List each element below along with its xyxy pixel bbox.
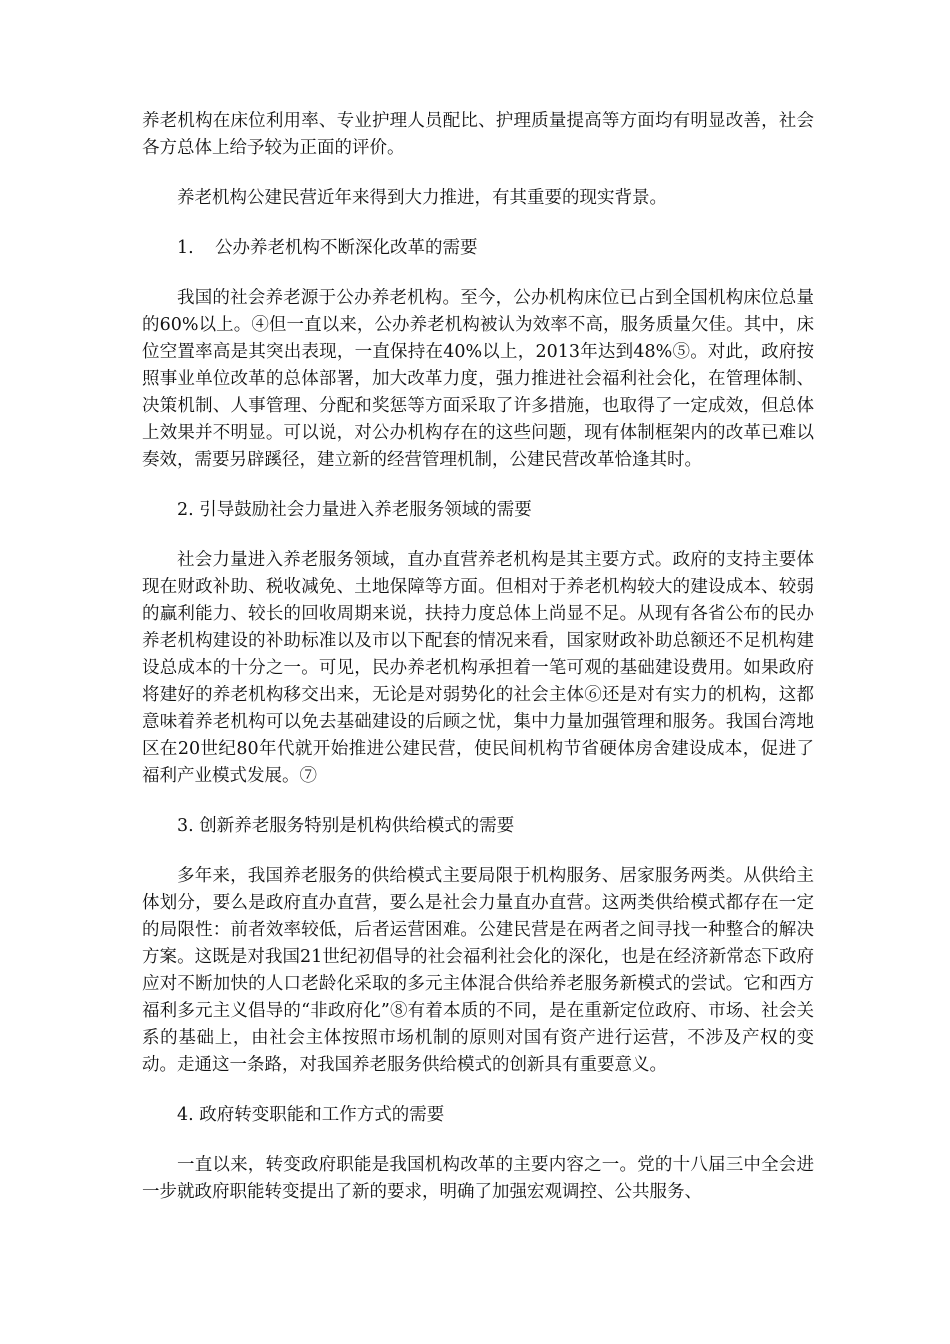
section-number: 3. xyxy=(177,816,194,836)
section-heading-2 xyxy=(142,497,814,524)
section-heading-3 xyxy=(142,813,814,840)
paragraph-background: 养老机构公建民营近年来得到大力推进，有其重要的现实背景。 xyxy=(177,188,667,208)
document-body xyxy=(142,108,814,1206)
section-body-2: 社会力量进入养老服务领域，直办直营养老机构是其主要方式。政府的支持主要体现在财政补助、税收减免、土地保障等方面。但相对于养老机构较大的建设成本、较弱的赢利能力、较长的回收周期来说，扶持力度总体上尚显不足。从现有各省公布的民办养老机构建设的补助标准以及市以下配套的情况来看，国家财政补助总额还不足机构建设总成本的十分之一。可见，民办养老机构承担着一笔可观的基础建设费用。如果政府将建好的养老机构移交出来，无论是对弱势化的社会主体⑥还是对有实力的机构，这都意味着养老机构可以免去基础建设的后顾之忧，集中力量加强管理和服务。我国台湾地区在20世纪80年代就开始推进公建民营，使民间机构节省硬体房舍建设成本，促进了福利产业模式发展。⑦ xyxy=(142,550,814,786)
paragraph-intro-continued: 养老机构在床位利用率、专业护理人员配比、护理质量提高等方面均有明显改善，社会各方总体上给予较为正面的评价。 xyxy=(142,111,814,158)
section-title: 公办养老机构不断深化改革的需要 xyxy=(215,238,478,258)
section-body-1: 我国的社会养老源于公办养老机构。至今，公办机构床位已占到全国机构床位总量的60%以上。④但一直以来，公办养老机构被认为效率不高，服务质量欠佳。其中，床位空置率高是其突出表现，一直保持在40%以上，2013年达到48%⑤。对此，政府按照事业单位改革的总体部署，加大改革力度，强力推进社会福利社会化，在管理体制、决策机制、人事管理、分配和奖惩等方面采取了许多措施，也取得了一定成效，但总体上效果并不明显。可以说，对公办机构存在的这些问题，现有体制框架内的改革已难以奏效，需要另辟蹊径，建立新的经营管理机制，公建民营改革恰逢其时。 xyxy=(142,288,814,470)
section-heading-4 xyxy=(142,1102,814,1129)
section-number: 1. xyxy=(177,238,194,258)
section-number: 2. xyxy=(177,500,194,520)
section-title: 引导鼓励社会力量进入养老服务领域的需要 xyxy=(199,500,532,520)
section-title: 政府转变职能和工作方式的需要 xyxy=(199,1105,445,1125)
section-body-3: 多年来，我国养老服务的供给模式主要局限于机构服务、居家服务两类。从供给主体划分，要么是政府直办直营，要么是社会力量直办直营。这两类供给模式都存在一定的局限性：前者效率较低，后者运营困难。公建民营是在两者之间寻找一种整合的解决方案。这既是对我国21世纪初倡导的社会福利社会化的深化，也是在经济新常态下政府应对不断加快的人口老龄化采取的多元主体混合供给养老服务新模式的尝试。它和西方福利多元主义倡导的“非政府化”⑧有着本质的不同，是在重新定位政府、市场、社会关系的基础上，由社会主体按照市场机制的原则对国有资产进行运营，不涉及产权的变动。走通这一条路，对我国养老服务供给模式的创新具有重要意义。 xyxy=(142,866,814,1075)
section-number: 4. xyxy=(177,1105,194,1125)
section-title: 创新养老服务特别是机构供给模式的需要 xyxy=(199,816,515,836)
section-body-4: 一直以来，转变政府职能是我国机构改革的主要内容之一。党的十八届三中全会进一步就政府职能转变提出了新的要求，明确了加强宏观调控、公共服务、 xyxy=(142,1155,814,1202)
section-heading-1 xyxy=(142,235,814,262)
